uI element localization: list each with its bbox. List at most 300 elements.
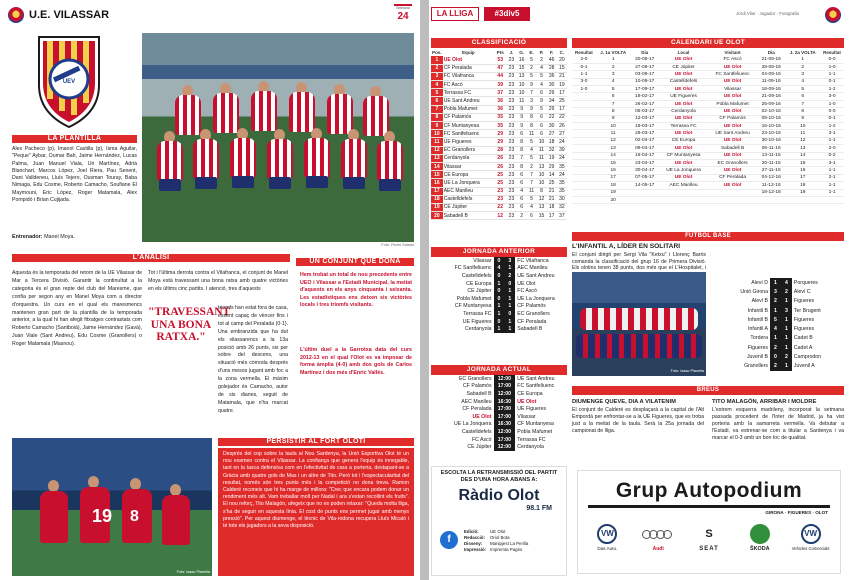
base-result-row — [707, 306, 844, 315]
fixture-row — [431, 375, 567, 383]
standings-cell: 5 — [527, 138, 537, 146]
standings-cell: 23 — [506, 162, 516, 170]
calendar-cell: 21-08-16 — [757, 56, 785, 63]
calendar-cell: FC Ascó — [708, 56, 757, 63]
home-team: UE Figueres — [462, 318, 492, 325]
standings-cell: 34 — [547, 97, 557, 105]
calendar-cell: 09-10-16 — [757, 115, 785, 122]
page-number: 24 — [397, 11, 409, 22]
standings-row — [431, 146, 567, 154]
calendar-row — [572, 137, 844, 144]
calendar-cell: 3-0 — [572, 78, 596, 85]
calendar-row — [572, 182, 844, 189]
classificacio-header: CLASSIFICACIÓ — [431, 38, 567, 48]
result-row — [431, 325, 567, 333]
calendar-cell: 23-04-17 — [631, 159, 659, 166]
standings-cell: 8 — [527, 122, 537, 130]
away-team: Figueres — [793, 298, 815, 305]
ad-mark-0: Das Auto. — [597, 546, 618, 551]
calendar-cell: 16 — [596, 167, 631, 174]
fort-header: PERSISTIR AL FORT OLOTÍ — [218, 438, 414, 446]
home-team: Cerdanyola — [465, 326, 492, 333]
standings-cell: 24 — [557, 171, 567, 179]
calendar-cell: 7 — [596, 100, 631, 107]
home-team: Infantil A — [748, 326, 769, 333]
standings-cell: 24 — [557, 138, 567, 146]
standings-cell: 9 — [517, 105, 527, 113]
standings-row — [431, 113, 567, 121]
standings-col-header: G. — [519, 49, 525, 55]
standings-cell: 37 — [557, 212, 567, 220]
calendar-cell: 2 — [596, 63, 631, 70]
skoda-logo — [736, 524, 784, 552]
away-team: EC Granollers — [517, 310, 550, 317]
calendar-cell — [708, 196, 757, 203]
calendar-cell: UE Olot — [708, 93, 757, 100]
calendar-cell: UE Olot — [659, 174, 708, 181]
calendar-cell: 04-09-16 — [757, 71, 785, 78]
home-team: Aleví D — [751, 279, 769, 286]
calendar-cell: 0-1 — [820, 78, 844, 85]
standings-cell: 35 — [557, 187, 567, 195]
calendar-cell: Cerdanyola — [659, 108, 708, 115]
credit-label: Disseny: — [464, 541, 483, 546]
standings-cell: 23 — [506, 97, 516, 105]
kickoff-time: 12:00 — [494, 390, 516, 398]
standings-cell: 25 — [494, 171, 506, 179]
standings-cell: 4 — [517, 187, 527, 195]
standings-cell: 25 — [494, 179, 506, 187]
away-team: Figueres — [793, 316, 815, 323]
home-team: EC Granollers — [458, 375, 492, 382]
standings-cell: 35 — [494, 113, 506, 121]
ad-mark-2: SEAT — [699, 546, 719, 552]
standings-cell: 1 — [431, 56, 443, 64]
standings-cell: 7 — [527, 171, 537, 179]
standings-cell: 23 — [506, 146, 516, 154]
photo3-credit: Foto: Isaac Planella — [670, 369, 704, 373]
home-team: Castelldefels — [461, 428, 492, 435]
standings-cell: 29 — [547, 105, 557, 113]
right-page — [429, 0, 849, 580]
calendar-col-header: Resultat — [575, 49, 593, 55]
calendar-row — [572, 78, 844, 85]
standings-row — [431, 162, 567, 170]
entrenador-name: Manel Moya. — [44, 234, 75, 240]
calendar-cell: 6 — [785, 93, 820, 100]
away-team: AEC Manlleu — [517, 265, 548, 272]
away-team: FC Santfeliuenc — [517, 383, 555, 390]
calendar-cell — [572, 182, 596, 189]
standings-cell: 6 — [536, 113, 546, 121]
standings-cell: 25 — [547, 179, 557, 187]
standings-row — [431, 187, 567, 195]
calendar-cell: 17-09-17 — [631, 86, 659, 93]
standings-cell: 23 — [494, 195, 506, 203]
home-score: 1 — [770, 306, 781, 315]
fixture-row — [431, 405, 567, 413]
away-team: Cadet A — [793, 344, 813, 351]
calendar-row — [572, 196, 844, 203]
home-team: Aleví B — [751, 298, 769, 305]
calendar-cell: 6 — [596, 93, 631, 100]
standings-cell: 7 — [527, 179, 537, 187]
standings-cell: 26 — [557, 122, 567, 130]
standings-cell: 15 — [431, 171, 443, 179]
page-signature: Jordi Vilar · Jugador · Fotografia — [736, 11, 799, 16]
away-score: 1 — [781, 334, 792, 343]
standings-row — [431, 130, 567, 138]
home-team: Granollers — [744, 363, 769, 370]
standings-cell: 13 — [536, 203, 546, 211]
calendar-cell: 11-09-16 — [757, 78, 785, 85]
breus-header: BREUS — [572, 386, 844, 395]
base-results-table — [707, 278, 844, 371]
away-team: CF Palamós — [517, 303, 546, 310]
calendar-cell: 23-10-16 — [757, 130, 785, 137]
standings-team: Pobla Mafumet — [443, 105, 494, 113]
standings-cell: 11 — [527, 187, 537, 195]
calendar-cell: 20 — [596, 196, 631, 203]
calendar-cell: EC Granollers — [708, 159, 757, 166]
home-team: Infantil B — [747, 307, 769, 314]
kickoff-time: 17:00 — [494, 383, 516, 391]
calendar-cell: 1-1 — [820, 167, 844, 174]
analisi-col2-top: Tot i l'última derrota contra el Vilafranca, el conjunt de Manel Moya està travessant una bona ratxa amb quatre victòries en els últims cinc partits. I atenció, tres d'aquests — [148, 270, 288, 292]
standings-team: Terrassa FC — [443, 89, 494, 97]
away-score: 1 — [504, 325, 515, 333]
away-score: 1 — [781, 362, 792, 371]
ad-banner[interactable] — [577, 470, 841, 574]
audi-logo — [634, 524, 682, 552]
standings-row — [431, 171, 567, 179]
home-score: 1 — [770, 334, 781, 343]
result-row — [431, 303, 567, 311]
calendar-cell: CF Muntanyesa — [659, 152, 708, 159]
standings-cell: 22 — [494, 203, 506, 211]
calendar-cell: UE Olot — [708, 123, 757, 130]
standings-cell: 6 — [517, 195, 527, 203]
standings-team: CF Peralada — [443, 64, 494, 72]
standings-cell: 23 — [506, 64, 516, 72]
calendar-cell: 16-04-17 — [631, 152, 659, 159]
credits — [464, 529, 528, 553]
standings-cell: 7 — [527, 89, 537, 97]
calendar-cell: 03-09-17 — [631, 71, 659, 78]
standings-cell: 9 — [517, 113, 527, 121]
standings-cell: 23 — [506, 154, 516, 162]
calendar-cell: 18-12-16 — [757, 189, 785, 196]
away-score: 1 — [781, 297, 792, 306]
calendar-col-header: Local — [677, 49, 690, 55]
home-score: 4 — [494, 265, 505, 273]
result-row — [431, 318, 567, 326]
calendar-cell: CF Peralada — [708, 174, 757, 181]
home-team: CF Peralada — [462, 406, 492, 413]
calendar-cell: UE Olot — [659, 71, 708, 78]
away-score: 1 — [504, 303, 515, 311]
page-number-box — [394, 4, 412, 26]
calendar-cell: 13-11-16 — [757, 152, 785, 159]
calendar-cell: 26-03-17 — [631, 130, 659, 137]
standings-row — [431, 105, 567, 113]
calendar-cell: UE Figueres — [659, 93, 708, 100]
standings-cell: 6 — [536, 89, 546, 97]
home-score: 5 — [770, 315, 781, 324]
vw-commercial-logo — [787, 524, 835, 552]
standings-cell: 28 — [494, 146, 506, 154]
calendar-cell — [572, 167, 596, 174]
standings-col-header: F. — [549, 49, 554, 55]
calendar-cell — [708, 189, 757, 196]
calendar-cell — [572, 130, 596, 137]
standings-cell: 4 — [527, 146, 537, 154]
away-team: CE Europa — [517, 390, 543, 397]
standings-cell: 15 — [536, 212, 546, 220]
credit-value: Impremta Pagès — [490, 547, 523, 552]
dada-header: UN CONJUNT QUE DÓNA GUERRA — [296, 258, 414, 266]
kickoff-time: 12:00 — [494, 428, 516, 436]
calendar-cell: 4 — [785, 78, 820, 85]
calendar-cell: 3-0 — [820, 93, 844, 100]
standings-cell: 17 — [557, 105, 567, 113]
calendar-row — [572, 167, 844, 174]
standings-col-header: Pts — [496, 49, 504, 55]
away-score: 1 — [781, 324, 792, 333]
ad-cities: GIRONA · FIGUERES · OLOT — [765, 510, 828, 515]
away-team: Porqueres — [793, 279, 818, 286]
standings-cell: 44 — [494, 72, 506, 80]
standings-cell: 6 — [517, 171, 527, 179]
away-team: Terrassa FC — [517, 436, 546, 443]
away-score: 2 — [504, 272, 515, 280]
standings-row — [431, 81, 567, 89]
standings-cell: 26 — [494, 154, 506, 162]
calendar-cell: 2-0 — [572, 56, 596, 63]
standings-cell: 21 — [547, 195, 557, 203]
standings-cell: 5 — [527, 56, 537, 64]
away-score: 1 — [781, 315, 792, 324]
standings-row — [431, 138, 567, 146]
calendar-cell: 2 — [785, 63, 820, 70]
standings-team: Vilassar — [443, 162, 494, 170]
club-crest-icon — [8, 7, 24, 23]
home-score: 2 — [770, 362, 781, 371]
home-team: Unió Girona — [740, 288, 769, 295]
standings-cell: 23 — [506, 122, 516, 130]
calendar-cell: Sabadell B — [708, 145, 757, 152]
calendar-cell — [572, 152, 596, 159]
standings-cell: 6 — [527, 212, 537, 220]
standings-cell: 35 — [494, 122, 506, 130]
breu1-title: DIUMENGE QUEVE, DIA A VILATENIM — [572, 399, 676, 405]
calendar-cell: 30-10-16 — [757, 137, 785, 144]
standings-cell: 32 — [547, 146, 557, 154]
calendar-cell — [659, 196, 708, 203]
home-score: 1 — [494, 325, 505, 333]
calendar-cell — [572, 159, 596, 166]
standings-cell: 3 — [431, 72, 443, 80]
fixture-row — [431, 421, 567, 429]
calendar-cell: 0-1 — [572, 63, 596, 70]
analisi-col1: Aquesta és la temporada del retorn de la UE Vilassar de Mar a Tercera Divisió. Garantir la continuïtat a la categoria és el gran repte del club del Maresme, que confia per segon any en Manel Moya com a director d'orquestra. Un curs en el qual els maresmencs mantenen gran part de la plantilla de la temporada anterior, a la qual hi han afegit fitxatges contrastats com Roberto Camacho (Santboià), Jaime Hernández (Gavà), Juan Viale (Sant Andreu), Edu Cosme (Granollers) o Roger Matamala (Masnou). — [12, 270, 142, 348]
standings-cell: 23 — [506, 89, 516, 97]
standings-cell: 53 — [494, 56, 506, 64]
standings-cell: 36 — [494, 97, 506, 105]
standings-team: EC Granollers — [443, 146, 494, 154]
calendar-row — [572, 86, 844, 93]
kickoff-time: 17:00 — [494, 405, 516, 413]
calendar-cell: Castelldefels — [659, 78, 708, 85]
audi-rings-icon — [634, 524, 682, 544]
standings-cell: 9 — [431, 122, 443, 130]
calendar-row — [572, 123, 844, 130]
calendar-cell: UE Olot — [708, 78, 757, 85]
calendar-cell: 1-1 — [820, 71, 844, 78]
calendar-cell: 15 — [596, 159, 631, 166]
fixture-row — [431, 436, 567, 444]
calendar-cell: FC Santfeliuenc — [708, 71, 757, 78]
away-team: Camprodon — [793, 354, 822, 361]
calendar-cell: Pobla Mafumet — [708, 100, 757, 107]
calendar-cell: 1-2 — [820, 86, 844, 93]
svg-text:UEV: UEV — [62, 79, 76, 85]
radio-name: Ràdio Olot — [458, 487, 540, 504]
calendar-cell — [631, 189, 659, 196]
calendar-cell — [572, 100, 596, 107]
standings-cell: 24 — [557, 154, 567, 162]
analisi-col2-bottom: triomfs han estat fora de casa, essent capaç de vèncer fins i tot al camp del Peralada (0-1). Una embranzida que ha dut els vilassarencs a la 13a posició amb 26 punts, sis per sobre del descens, una situació més còmoda després d'uns mesos jugant amb foc a la zona vermella. El màxim golejador és Camacho, autor de sis dianes, seguit de Matamala, que n'ha marcat quatre. — [218, 305, 288, 414]
calendar-cell: 16 — [785, 167, 820, 174]
away-team: Aleví C — [793, 288, 811, 295]
base-result-row — [707, 315, 844, 324]
away-team: CF Peralada — [517, 318, 547, 325]
seat-logo — [685, 524, 733, 552]
calendar-cell: 19-03-17 — [631, 123, 659, 130]
standings-col-header: J. — [509, 49, 514, 55]
standings-cell: 9 — [517, 122, 527, 130]
standings-cell: 15 — [557, 64, 567, 72]
calendar-cell: 06-11-16 — [757, 145, 785, 152]
hashtag: #3div5 — [484, 7, 530, 21]
standings-cell: 19 — [557, 81, 567, 89]
standings-cell: 30 — [547, 122, 557, 130]
ad-brand: Grup Autopodium — [615, 479, 803, 502]
calendar-cell: UE Olot — [659, 115, 708, 122]
standings-cell: 6 — [517, 179, 527, 187]
standings-cell: 29 — [494, 138, 506, 146]
section-tag: LA LLIGA — [431, 7, 479, 21]
calendar-cell: 02-10-16 — [757, 108, 785, 115]
standings-team: Castelldefels — [443, 195, 494, 203]
calendar-cell: 28-08-16 — [757, 63, 785, 70]
home-team: Tordera — [750, 335, 769, 342]
away-score: 1 — [781, 343, 792, 352]
base-result-row — [707, 287, 844, 296]
standings-cell: 11 — [431, 138, 443, 146]
calendar-cell: 18 — [596, 182, 631, 189]
calendar-cell: UE La Jonquera — [659, 167, 708, 174]
calendar-cell: UE Olot — [708, 108, 757, 115]
standings-cell: 2 — [517, 212, 527, 220]
calendar-row — [572, 93, 844, 100]
calendar-cell: 17 — [785, 174, 820, 181]
home-team: Figueres — [747, 344, 769, 351]
home-team: UE Olot — [472, 413, 492, 420]
standings-cell: 6 — [536, 122, 546, 130]
calendar-cell: 10 — [785, 123, 820, 130]
standings-cell: 13 — [536, 162, 546, 170]
standings-cell: 18 — [431, 195, 443, 203]
calendar-cell: 10 — [596, 123, 631, 130]
calendar-cell: 15 — [785, 159, 820, 166]
infantil-text: El conjunt dirigit per Sergi Vila "Ketxu" i Llorenç Barris comanda la classificació del grup 16 de Primera Divisió. Els olotins tenen 38 punts, dos més que el L'Hospitalet, i — [572, 252, 706, 272]
calendar-cell: 4 — [596, 78, 631, 85]
standings-cell: 5 — [527, 195, 537, 203]
standings-cell: 2 — [431, 64, 443, 72]
standings-cell: 26 — [494, 162, 506, 170]
standings-cell: 32 — [557, 203, 567, 211]
home-score: 1 — [494, 310, 505, 318]
standings-cell: 23 — [506, 179, 516, 187]
fixture-row — [431, 413, 567, 421]
away-team: Juvenil A — [793, 363, 815, 370]
entrenador-line — [12, 234, 137, 240]
calendar-col-header: Dia — [767, 49, 775, 55]
credit-row — [464, 547, 528, 553]
standings-row — [431, 64, 567, 72]
calendar-cell: 1 — [785, 56, 820, 63]
calendar-cell: UE Olot — [708, 167, 757, 174]
standings-cell: 6 — [431, 97, 443, 105]
kickoff-time: 17:00 — [494, 436, 516, 444]
standings-cell: 3 — [527, 97, 537, 105]
photo-credit: Foto: Pedro Salado — [381, 243, 414, 247]
vw-logo — [583, 524, 631, 552]
standings-cell: 35 — [557, 162, 567, 170]
standings-cell: 29 — [547, 162, 557, 170]
calendar-cell: 11 — [596, 130, 631, 137]
calendar-cell: 0-0 — [820, 56, 844, 63]
calendar-cell: 13 — [596, 145, 631, 152]
fort-box — [218, 448, 414, 576]
breu2-text: L'extrem esquerra madrileny, incorporat la setmana passada procedent de l'Inter de Madrid, ja ha vist porteria amb la samarreta vermella. Va debutar a l'Estadi, va estrenar-se com a titular a Sardenya i va marcar el 0-3 amb un bon toc de qualitat. — [712, 407, 844, 441]
standings-team: FC Santfeliuenc — [443, 130, 494, 138]
away-team: FC Ascó — [517, 288, 537, 295]
away-team: Vilassar — [517, 413, 536, 420]
home-team: CF Muntanyesa — [454, 303, 492, 310]
standings-cell: 6 — [517, 130, 527, 138]
standings-cell: 10 — [517, 89, 527, 97]
standings-cell: 5 — [536, 105, 546, 113]
standings-col-header: Equip — [461, 49, 475, 55]
standings-cell: 35 — [557, 179, 567, 187]
infantil-photo — [572, 272, 706, 376]
home-score: 4 — [770, 324, 781, 333]
standings-cell: 4 — [536, 64, 546, 72]
standings-cell: 23 — [494, 187, 506, 195]
away-team: UE Olot — [517, 398, 537, 405]
standings-cell: 23 — [506, 138, 516, 146]
home-team: CF Palamós — [463, 383, 492, 390]
credit-label: Impressió: — [464, 547, 487, 552]
calendar-cell — [820, 196, 844, 203]
standings-cell: 25 — [557, 97, 567, 105]
vilassar-crest-icon — [33, 33, 105, 129]
pull-quote: "TRAVESSANT UNA BONA RATXA." — [148, 306, 231, 343]
standings-cell: 8 — [536, 187, 546, 195]
standings-cell: 36 — [494, 105, 506, 113]
